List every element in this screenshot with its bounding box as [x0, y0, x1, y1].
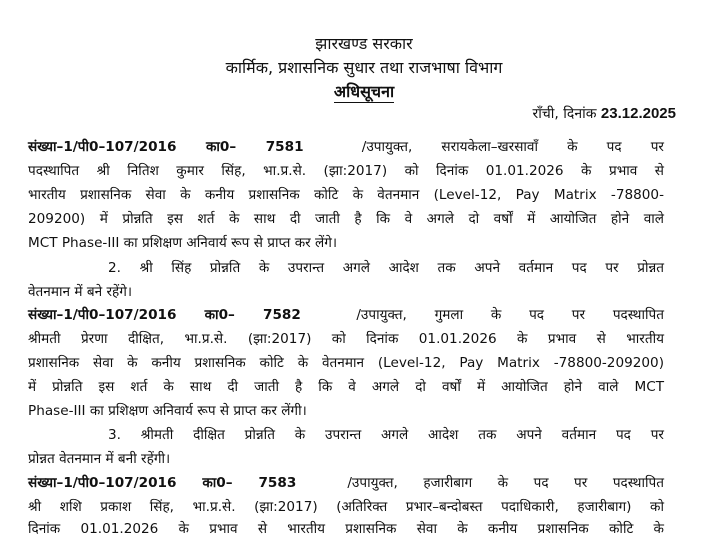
entry-1-reference: संख्या–1/पी0–107/2016 का0– 7581	[28, 139, 304, 155]
notification-title: अधिसूचना	[333, 82, 395, 101]
entry-2-para2-line-2: प्रोन्नत वेतनमान में बनी रहेंगी।	[28, 451, 171, 467]
entry-1-para2-line-1: 2. श्री सिंह प्रोन्नति के उपरान्त अगले आदेश तक अपने वर्तमान पद पर प्रोन्नत	[108, 260, 664, 276]
entry-2-reference: संख्या–1/पी0–107/2016 का0– 7582	[28, 307, 301, 323]
department-name: कार्मिक, प्रशासनिक सुधार तथा राजभाषा विभाग	[225, 58, 503, 77]
entry-2-para2-line-1: 3. श्रीमती दीक्षित प्रोन्नति के उपरान्त अगले आदेश तक अपने वर्तमान पद पर	[108, 427, 664, 443]
entry-2-line-4: में प्रोन्नति इस शर्त के साथ दी जाती है कि वे अगले दो वर्षों में आयोजित होने वाले MCT	[28, 379, 664, 395]
entry-2-line-3: प्रशासनिक सेवा के कनीय प्रशासनिक कोटि के वेतनमान (Level-12, Pay Matrix -78800-209200)	[28, 355, 664, 371]
entry-3-line-1: संख्या–1/पी0–107/2016 का0– 7583 /उपायुक्त, हजारीबाग के पद पर पदस्थापित	[28, 475, 664, 491]
entry-1-line-3: भारतीय प्रशासनिक सेवा के कनीय प्रशासनिक कोटि के वेतनमान (Level-12, Pay Matrix -78800-	[28, 187, 664, 203]
entry-2-line-5: Phase-III का प्रशिक्षण अनिवार्य रूप से प्राप्त कर लेंगी।	[28, 403, 307, 419]
entry-2-line-1: संख्या–1/पी0–107/2016 का0– 7582 /उपायुक्त, गुमला के पद पर पदस्थापित	[28, 307, 664, 323]
entry-1-line-2: पदस्थापित श्री नितिश कुमार सिंह, भा.प्र.से. (झा:2017) को दिनांक 01.01.2026 के प्रभाव से	[28, 163, 664, 179]
government-name: झारखण्ड सरकार	[315, 34, 413, 53]
dateline-place: राँची, दिनांक	[532, 106, 597, 122]
entry-1-line-1: संख्या–1/पी0–107/2016 का0– 7581 /उपायुक्त, सरायकेला–खरसावाँ के पद पर	[28, 139, 664, 155]
entry-1-line-5: MCT Phase-III का प्रशिक्षण अनिवार्य रूप से प्राप्त कर लेंगे।	[28, 235, 338, 251]
entry-1-line-4: 209200) में प्रोन्नति इस शर्त के साथ दी जाती है कि वे अगले दो वर्षों में आयोजित होने वाले	[28, 211, 664, 227]
entry-1-para2-line-2: वेतनमान में बने रहेंगे।	[28, 284, 133, 300]
entry-2-line-2: श्रीमती प्रेरणा दीक्षित, भा.प्र.से. (झा:2017) को दिनांक 01.01.2026 के प्रभाव से भारतीय	[28, 331, 664, 347]
entry-3-line-3: दिनांक 01.01.2026 के प्रभाव से भारतीय प्रशासनिक सेवा के कनीय प्रशासनिक कोटि के	[28, 521, 664, 537]
dateline-date: 23.12.2025	[600, 105, 676, 122]
entry-3-reference: संख्या–1/पी0–107/2016 का0– 7583	[28, 475, 297, 491]
entry-3-line-2: श्री शशि प्रकाश सिंह, भा.प्र.से. (झा:2017) (अतिरिक्त प्रभार–बन्दोबस्त पदाधिकारी, हजारीबाग) को	[28, 499, 664, 515]
dateline	[532, 104, 676, 123]
